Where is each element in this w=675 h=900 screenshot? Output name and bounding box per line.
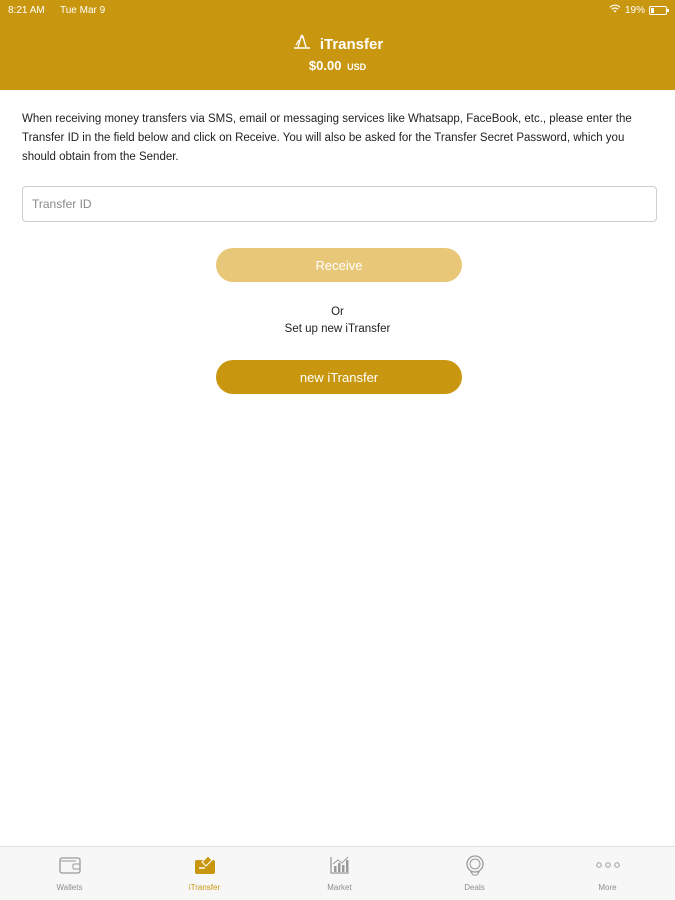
status-bar (0, 0, 675, 20)
status-time: 8:21 AM (8, 5, 45, 16)
app-header (0, 0, 675, 90)
itransfer-logo-icon (292, 34, 312, 55)
itransfer-icon (193, 853, 217, 877)
battery-icon (649, 6, 667, 15)
battery-percent: 19% (624, 4, 645, 16)
tab-wallets[interactable] (2, 847, 137, 900)
tab-label: iTransfer (188, 883, 221, 892)
setup-new-label: Set up new iTransfer (284, 323, 391, 335)
more-icon (596, 853, 620, 877)
tab-more[interactable] (540, 847, 675, 900)
tab-label: Market (327, 883, 352, 892)
header-title-row (0, 34, 675, 55)
tab-market[interactable] (272, 847, 407, 900)
chart-icon (329, 853, 351, 877)
bottom-tab-bar (0, 846, 675, 900)
wallet-icon (58, 853, 82, 877)
page-title: iTransfer (319, 36, 384, 53)
tab-deals[interactable] (407, 847, 542, 900)
balance-display (0, 58, 675, 73)
balance-amount: $0.00 (308, 58, 342, 73)
balance-currency: USD (347, 62, 367, 72)
transfer-id-input[interactable] (22, 186, 657, 222)
receive-button[interactable]: Receive (216, 248, 462, 282)
deals-icon (463, 853, 487, 877)
tab-label: Deals (464, 883, 485, 892)
tab-itransfer[interactable] (137, 847, 272, 900)
receive-instructions: When receiving money transfers via SMS, email or messaging services like Whatsapp, FaceBook, etc., please enter the Transfer ID in the field below and click on Receive. You will also be asked for the Transfer Secret Password, which you should obtain from the Sender. (22, 113, 632, 163)
tab-label: More (598, 883, 617, 892)
wifi-icon (609, 4, 621, 16)
status-date: Tue Mar 9 (60, 5, 106, 16)
battery-level (651, 8, 654, 13)
status-indicators (609, 4, 667, 16)
tab-label: Wallets (56, 883, 83, 892)
or-label: Or (331, 306, 344, 318)
new-itransfer-button[interactable]: new iTransfer (216, 360, 462, 394)
